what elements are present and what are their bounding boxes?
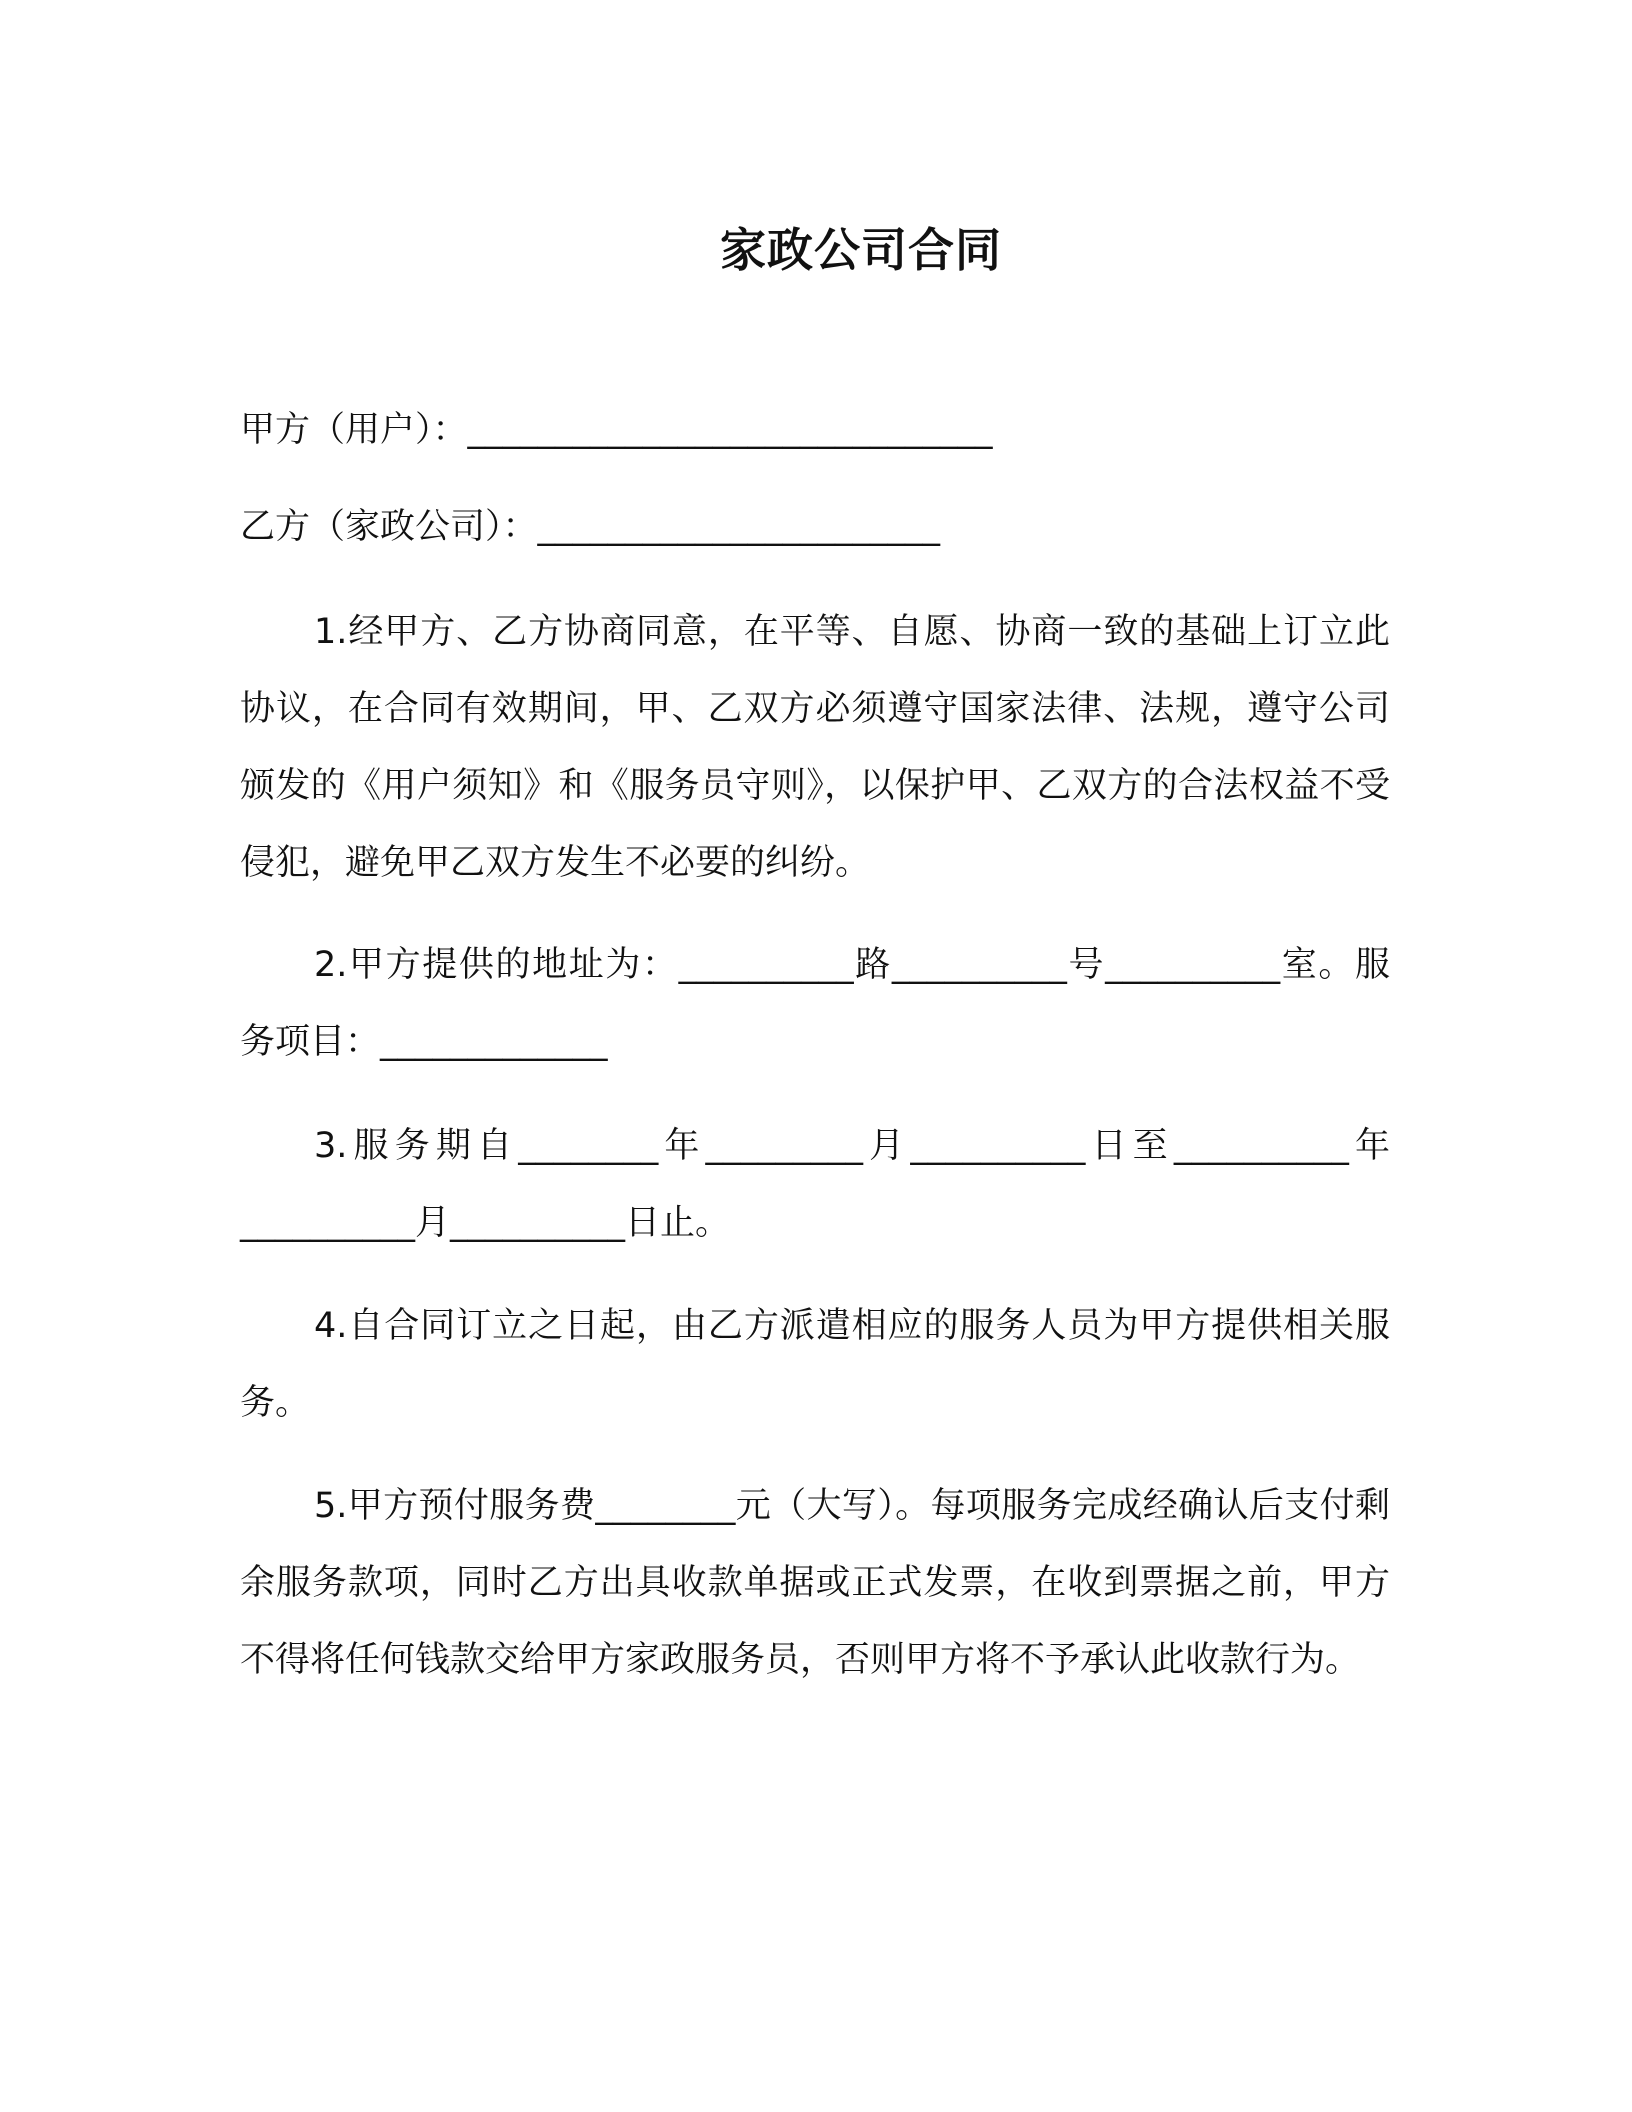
clause-1: 1.经甲方、乙方协商同意，在平等、自愿、协商一致的基础上订立此协议，在合同有效期间，甲、乙双方必须遵守国家法律、法规，遵守公司颁发的《用户须知》和《服务员守则》，以保护甲、乙双方的合法权益不受侵犯，避免甲乙双方发生不必要的纠纷。	[240, 612, 1390, 883]
document-title: 家政公司合同	[720, 223, 1002, 277]
clause-2: 2.甲方提供的地址为：__________路__________号__________室。服务项目：_____________	[240, 945, 1390, 1062]
clause-5: 5.甲方预付服务费________元（大写）。每项服务完成经确认后支付剩余服务款项，同时乙方出具收款单据或正式发票，在收到票据之前，甲方不得将任何钱款交给甲方家政服务员，否则甲方将不予承认此收款行为。	[240, 1486, 1390, 1680]
clause-4: 4.自合同订立之日起，由乙方派遣相应的服务人员为甲方提供相关服务。	[240, 1306, 1390, 1423]
party-a-line: 甲方（用户）：______________________________	[240, 410, 993, 450]
clause-3: 3.服务期自________年_________月__________日至__________年__________月__________日止。	[240, 1126, 1390, 1243]
party-b-line: 乙方（家政公司）：_______________________	[240, 507, 941, 547]
